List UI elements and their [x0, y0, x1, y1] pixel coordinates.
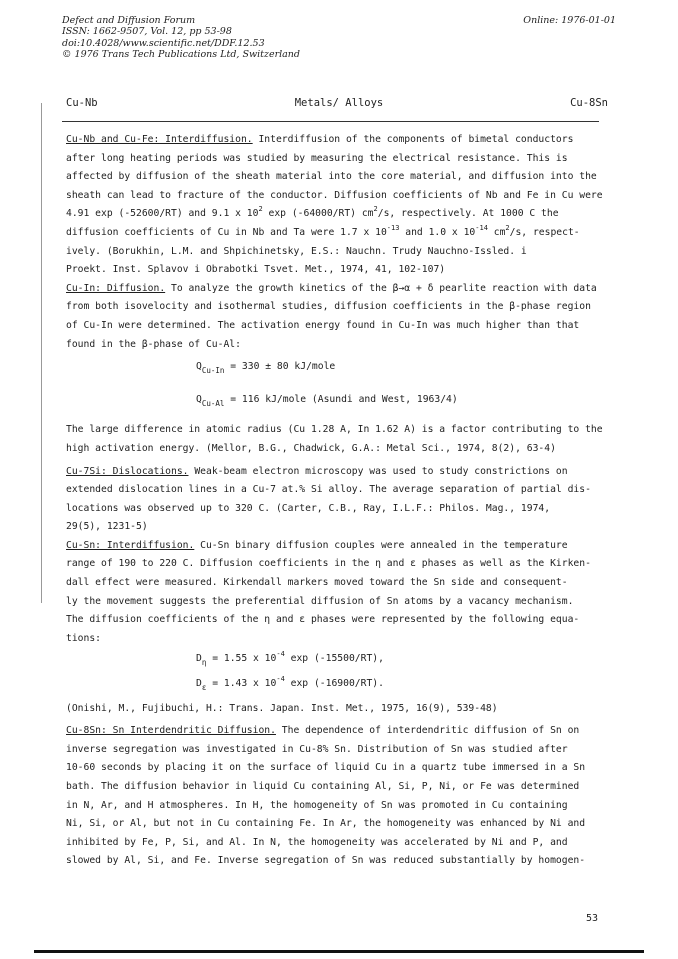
section-cu-nb-line [66, 131, 606, 150]
text-line: sheath can lead to fracture of the conductor. Diffusion coefficients of Nb and Fe in Cu were [66, 189, 603, 201]
margin-rule [41, 103, 42, 603]
eq-value: = 330 ± 80 kJ/mole [224, 361, 336, 373]
text-span: To analyze the growth kinetics of the β→α + δ pearlite reaction with data [165, 282, 597, 294]
equation-q-cu-in [66, 358, 606, 377]
section-title-cu-7si: Cu-7Si: Dislocations. [66, 465, 189, 477]
header-divider [62, 121, 599, 122]
eq-value: exp (-16900/RT). [284, 678, 384, 690]
eq-symbol: D [196, 678, 202, 690]
running-header-left: Cu-Nb [66, 97, 98, 109]
eq-symbol: Q [196, 361, 202, 373]
text-line: of Cu-In were determined. The activation energy found in Cu-In was much higher than that [66, 319, 580, 331]
section-title-cu-sn: Cu-Sn: Interdiffusion. [66, 539, 195, 551]
text-line: slowed by Al, Si, and Fe. Inverse segregation of Sn was reduced substantially by homogen- [66, 855, 586, 867]
eq-value: exp (-15500/RT), [284, 653, 384, 665]
text-span: Weak-beam electron microscopy was used to study constrictions on [188, 465, 568, 477]
text-line: Ni, Si, or Al, but not in Cu containing Fe. In Ar, the homogeneity was enhanced by Ni and [66, 818, 586, 830]
superscript: -14 [475, 223, 488, 232]
superscript: 2 [258, 205, 263, 214]
superscript: -4 [276, 675, 285, 684]
equation-q-cu-al [66, 391, 606, 410]
superscript: -4 [276, 650, 285, 659]
eq-value: = 116 kJ/mole (Asundi and West, 1963/4) [224, 393, 458, 405]
text-line: ly the movement suggests the preferential diffusion of Sn atoms by a vacancy mechanism. [66, 595, 574, 607]
section-title-cu-nb: Cu-Nb and Cu-Fe: Interdiffusion. [66, 134, 253, 145]
text-span: 4.91 exp (-52600/RT) and 9.1 x 10 [66, 208, 259, 220]
section-cu-sn-line [66, 537, 606, 556]
text-span: Interdiffusion of the components of bimetal conductors [252, 134, 574, 145]
superscript: 2 [373, 205, 378, 214]
text-span: cm [487, 226, 506, 238]
text-line: tions: [66, 632, 101, 644]
subscript: η [201, 658, 207, 668]
text-line: Proekt. Inst. Splavov i Obrabotki Tsvet. Met., 1974, 41, 102-107) [66, 264, 446, 276]
text-line: 10-60 seconds by placing it on the surface of liquid Cu in a quartz tube immersed in a Sn [66, 762, 586, 774]
text-line-formula [66, 205, 606, 224]
section-title-cu-in: Cu-In: Diffusion. [66, 282, 166, 294]
text-line-formula [66, 224, 606, 243]
text-line: locations was observed up to 320 C. (Carter, C.B., Ray, I.L.F.: Philos. Mag., 1974, [66, 502, 551, 514]
text-line: inhibited by Fe, P, Si, and Al. In N, the homogeneity was accelerated by Ni and P, and [66, 836, 568, 848]
text-span: /s, respectively. At 1000 C the [377, 208, 559, 220]
text-span: and 1.0 x 10 [399, 226, 476, 238]
superscript: -13 [386, 223, 400, 232]
text-line: range of 190 to 220 C. Diffusion coefficients in the η and ε phases as well as the Kirken- [66, 558, 591, 570]
text-span: Cu-Sn binary diffusion couples were annealed in the temperature [194, 539, 568, 551]
subscript: ε [201, 683, 207, 693]
journal-name: Defect and Diffusion Forum [62, 15, 196, 26]
doi-line: doi:10.4028/www.scientific.net/DDF.12.53 [62, 37, 265, 49]
section-cu-8sn-line [66, 722, 606, 741]
text-line: after long heating periods was studied by measuring the electrical resistance. This is [66, 152, 568, 164]
text-line: affected by diffusion of the sheath material into the core material, and diffusion into the [66, 171, 597, 183]
online-date: Online: 1976-01-01 [523, 15, 616, 26]
text-line: high activation energy. (Mellor, B.G., Chadwick, G.A.: Metal Sci., 1974, 8(2), 63-4) [66, 442, 556, 454]
text-line: The large difference in atomic radius (Cu 1.28 A, In 1.62 A) is a factor contributing to the [66, 424, 603, 436]
text-span: diffusion coefficients of Cu in Nb and Ta were 1.7 x 10 [66, 226, 387, 238]
eq-value: = 1.43 x 10 [206, 678, 277, 690]
superscript: 2 [505, 223, 510, 232]
issn-line: ISSN: 1662-9507, Vol. 12, pp 53-98 [62, 26, 232, 38]
footer-rule [34, 950, 644, 953]
text-span: exp (-64000/RT) cm [262, 208, 374, 220]
section-cu-7si-line [66, 463, 606, 482]
text-line: (Onishi, M., Fujibuchi, H.: Trans. Japan. Inst. Met., 1975, 16(9), 539-48) [66, 702, 498, 714]
text-line: The diffusion coefficients of the η and ε phases were represented by the following equa- [66, 614, 580, 626]
text-span: The dependence of interdendritic diffusion of Sn on [275, 725, 580, 737]
text-line: ively. (Borukhin, L.M. and Shpichinetsky, E.S.: Nauchn. Trudy Nauchno-Issled. i [66, 245, 527, 257]
copyright-line: © 1976 Trans Tech Publications Ltd, Switzerland [62, 48, 301, 60]
section-title-cu-8sn: Cu-8Sn: Sn Interdendritic Diffusion. [66, 725, 276, 737]
article-body [66, 131, 606, 871]
subscript: Cu-In [201, 366, 225, 376]
text-line: extended dislocation lines in a Cu-7 at.% Si alloy. The average separation of partial dis- [66, 484, 591, 496]
text-line: from both isovelocity and isothermal studies, diffusion coefficients in the β-phase region [66, 301, 591, 313]
eq-value: = 1.55 x 10 [206, 653, 277, 665]
text-line: inverse segregation was investigated in Cu-8% Sn. Distribution of Sn was studied after [66, 743, 568, 755]
text-line: 29(5), 1231-5) [66, 521, 148, 533]
equation-d-eta [66, 650, 606, 669]
text-line: bath. The diffusion behavior in liquid Cu containing Al, Si, P, Ni, or Fe was determined [66, 781, 580, 792]
text-span: /s, respect- [509, 226, 580, 238]
text-line: in N, Ar, and H atmospheres. In H, the homogeneity of Sn was promoted in Cu containing [66, 799, 568, 811]
eq-symbol: D [196, 653, 202, 665]
text-line: dall effect were measured. Kirkendall markers moved toward the Sn side and consequent- [66, 577, 568, 589]
equation-d-epsilon [66, 675, 606, 694]
section-cu-in-line [66, 280, 606, 299]
running-header-center: Metals/ Alloys [294, 97, 384, 109]
eq-symbol: Q [196, 393, 202, 405]
publication-meta [62, 15, 300, 60]
text-line: found in the β-phase of Cu-Al: [66, 338, 241, 350]
running-header-right: Cu-8Sn [570, 97, 608, 109]
subscript: Cu-Al [201, 398, 225, 408]
page-number: 53 [585, 913, 598, 924]
